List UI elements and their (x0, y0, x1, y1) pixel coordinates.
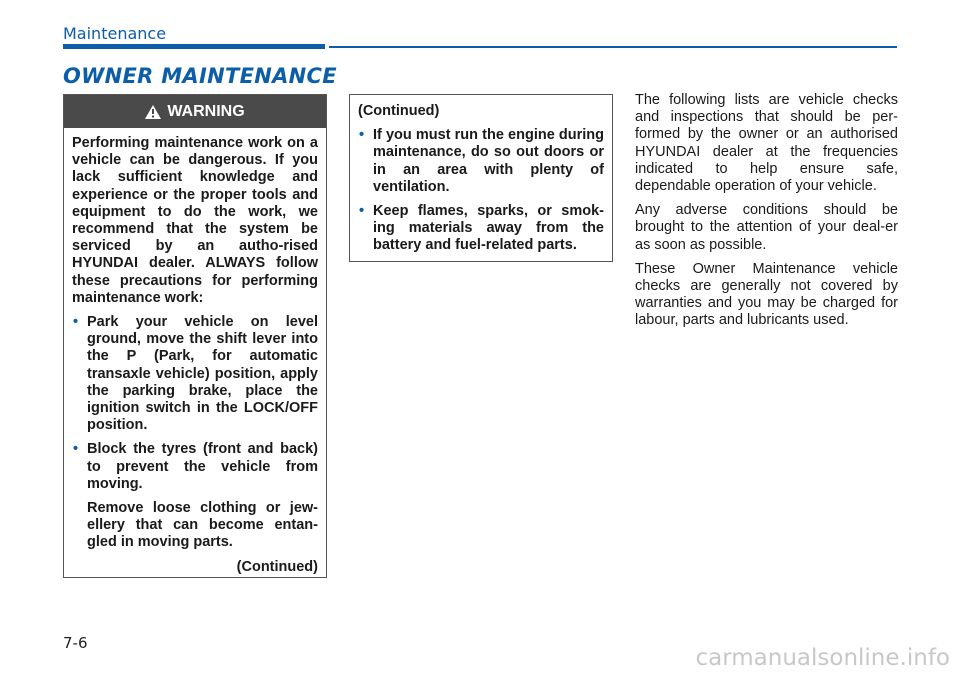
continued-warning-box (349, 94, 613, 262)
continued-bullet: • Keep flames, sparks, or smok-ing materials away from the battery and fuel-related parts. (359, 203, 604, 254)
bullet-dot-icon: • (73, 441, 79, 458)
bullet-dot-icon: • (359, 203, 365, 220)
warning-bullet: • Block the tyres (front and back) to prevent the vehicle from moving. (73, 441, 318, 492)
body-paragraph: Any adverse conditions should be brought to the attention of your deal-er as soon as possible. (635, 202, 898, 253)
warning-sub-text: Remove loose clothing or jew-ellery that can become entan-gled in moving parts. (87, 500, 318, 551)
body-text (635, 92, 898, 337)
warning-bullet: • Park your vehicle on level ground, move the shift lever into the P (Park, for automatic transaxle vehicle) position, apply the parking brake, place the ignition switch in the LOCK/OFF position. (73, 314, 318, 434)
header-rule-thick (63, 44, 325, 49)
continued-title: (Continued) (358, 103, 440, 119)
header-rule-thin (329, 46, 897, 48)
warning-header (64, 95, 326, 128)
warning-continued: (Continued) (236, 558, 318, 575)
watermark: carmanualsonline.info (695, 645, 950, 671)
body-paragraph: The following lists are vehicle checks and inspections that should be per-formed by the owner or an authorised HYUNDAI dealer at the frequencies indicated to help ensure safe, dependable operation of your vehicle. (635, 92, 898, 195)
section-title: Maintenance (63, 24, 167, 43)
warning-triangle-icon (145, 105, 161, 119)
bullet-dot-icon: • (73, 314, 79, 331)
continued-bullet: • If you must run the engine during maintenance, do so out doors or in an area with plenty of ventilation. (359, 127, 604, 195)
page-number: 7-6 (63, 634, 88, 652)
bullet-dot-icon: • (359, 127, 365, 144)
warning-intro: Performing maintenance work on a vehicle can be dangerous. If you lack sufficient knowledge and experience or the proper tools and equipment to do the work, we recommend that the system be serviced by an autho-rised HYUNDAI dealer. ALWAYS follow these precautions for performing maintenance work: (72, 135, 318, 306)
body-paragraph: These Owner Maintenance vehicle checks are generally not covered by warranties and you may be charged for labour, parts and lubricants used. (635, 260, 898, 329)
warning-box (63, 94, 327, 578)
warning-title: WARNING (167, 102, 245, 120)
page-heading: OWNER MAINTENANCE (63, 64, 337, 88)
